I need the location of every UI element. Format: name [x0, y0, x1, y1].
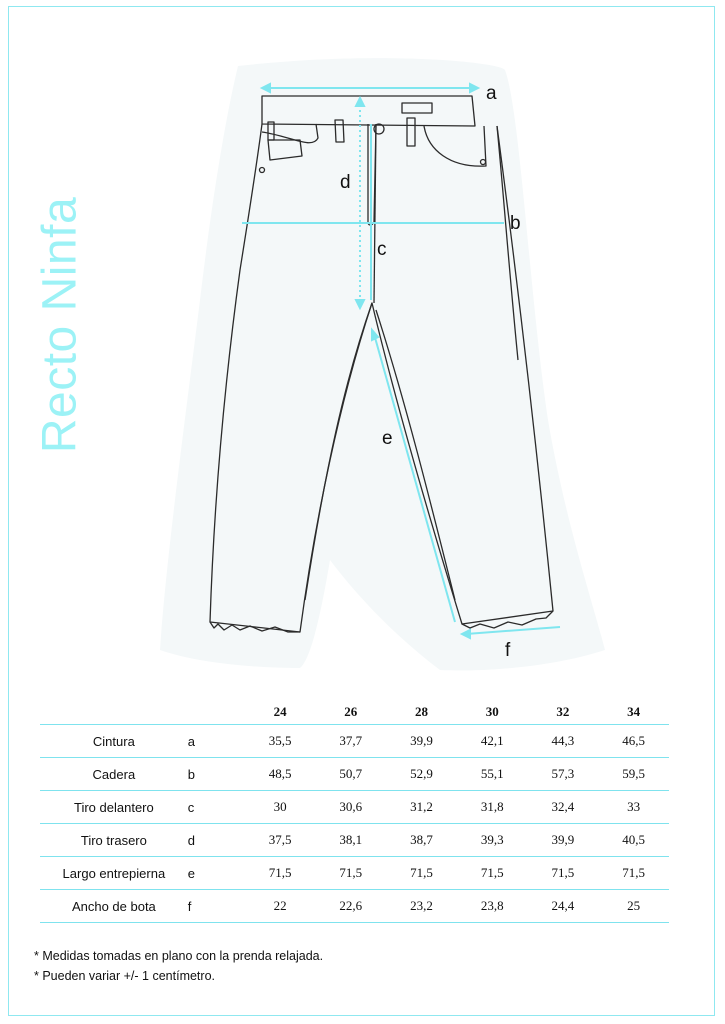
footnotes [34, 946, 323, 986]
note-flat-measure: * Medidas tomadas en plano con la prenda relajada. [34, 949, 324, 963]
label-e: e [382, 428, 393, 449]
header-blank-key [188, 700, 245, 725]
label-c: c [377, 239, 387, 260]
cell-value: 48,5 [245, 758, 316, 791]
size-table [40, 700, 669, 923]
label-b: b [510, 213, 521, 234]
table-row [40, 824, 669, 857]
cell-value: 38,1 [315, 824, 386, 857]
size-34: 34 [598, 700, 669, 725]
label-d: d [340, 172, 351, 193]
size-30: 30 [457, 700, 528, 725]
cell-value: 32,4 [528, 791, 599, 824]
row-name: Tiro trasero [40, 824, 188, 857]
row-name: Tiro delantero [40, 791, 188, 824]
row-name: Largo entrepierna [40, 857, 188, 890]
cell-value: 71,5 [457, 857, 528, 890]
cell-value: 39,9 [528, 824, 599, 857]
row-name: Cintura [40, 725, 188, 758]
cell-value: 55,1 [457, 758, 528, 791]
cell-value: 31,8 [457, 791, 528, 824]
cell-value: 71,5 [528, 857, 599, 890]
cell-value: 38,7 [386, 824, 457, 857]
title-vertical: Recto Ninfa [33, 196, 87, 454]
size-26: 26 [315, 700, 386, 725]
cell-value: 30,6 [315, 791, 386, 824]
row-key: e [188, 857, 245, 890]
cell-value: 71,5 [315, 857, 386, 890]
row-name: Ancho de bota [40, 890, 188, 923]
cell-value: 37,5 [245, 824, 316, 857]
header-blank-name [40, 700, 188, 725]
cell-value: 57,3 [528, 758, 599, 791]
cell-value: 33 [598, 791, 669, 824]
size-28: 28 [386, 700, 457, 725]
cell-value: 22,6 [315, 890, 386, 923]
cell-value: 42,1 [457, 725, 528, 758]
cell-value: 22 [245, 890, 316, 923]
cell-value: 37,7 [315, 725, 386, 758]
row-key: b [188, 758, 245, 791]
cell-value: 24,4 [528, 890, 599, 923]
cell-value: 59,5 [598, 758, 669, 791]
cell-value: 44,3 [528, 725, 599, 758]
row-key: a [188, 725, 245, 758]
cell-value: 71,5 [386, 857, 457, 890]
label-f: f [505, 640, 511, 661]
row-key: c [188, 791, 245, 824]
cell-value: 71,5 [245, 857, 316, 890]
size-24: 24 [245, 700, 316, 725]
cell-value: 39,9 [386, 725, 457, 758]
row-key: f [188, 890, 245, 923]
row-name: Cadera [40, 758, 188, 791]
table-row [40, 758, 669, 791]
cell-value: 40,5 [598, 824, 669, 857]
cell-value: 30 [245, 791, 316, 824]
cell-value: 46,5 [598, 725, 669, 758]
cell-value: 23,8 [457, 890, 528, 923]
table-row [40, 791, 669, 824]
row-key: d [188, 824, 245, 857]
note-variance: * Pueden variar +/- 1 centímetro. [34, 969, 215, 983]
label-a: a [486, 83, 497, 104]
cell-value: 71,5 [598, 857, 669, 890]
size-32: 32 [528, 700, 599, 725]
cell-value: 50,7 [315, 758, 386, 791]
cell-value: 25 [598, 890, 669, 923]
cell-value: 31,2 [386, 791, 457, 824]
cell-value: 39,3 [457, 824, 528, 857]
table-row [40, 857, 669, 890]
cell-value: 35,5 [245, 725, 316, 758]
cell-value: 23,2 [386, 890, 457, 923]
table-header-row [40, 700, 669, 725]
table-row [40, 890, 669, 923]
cell-value: 52,9 [386, 758, 457, 791]
table-row [40, 725, 669, 758]
